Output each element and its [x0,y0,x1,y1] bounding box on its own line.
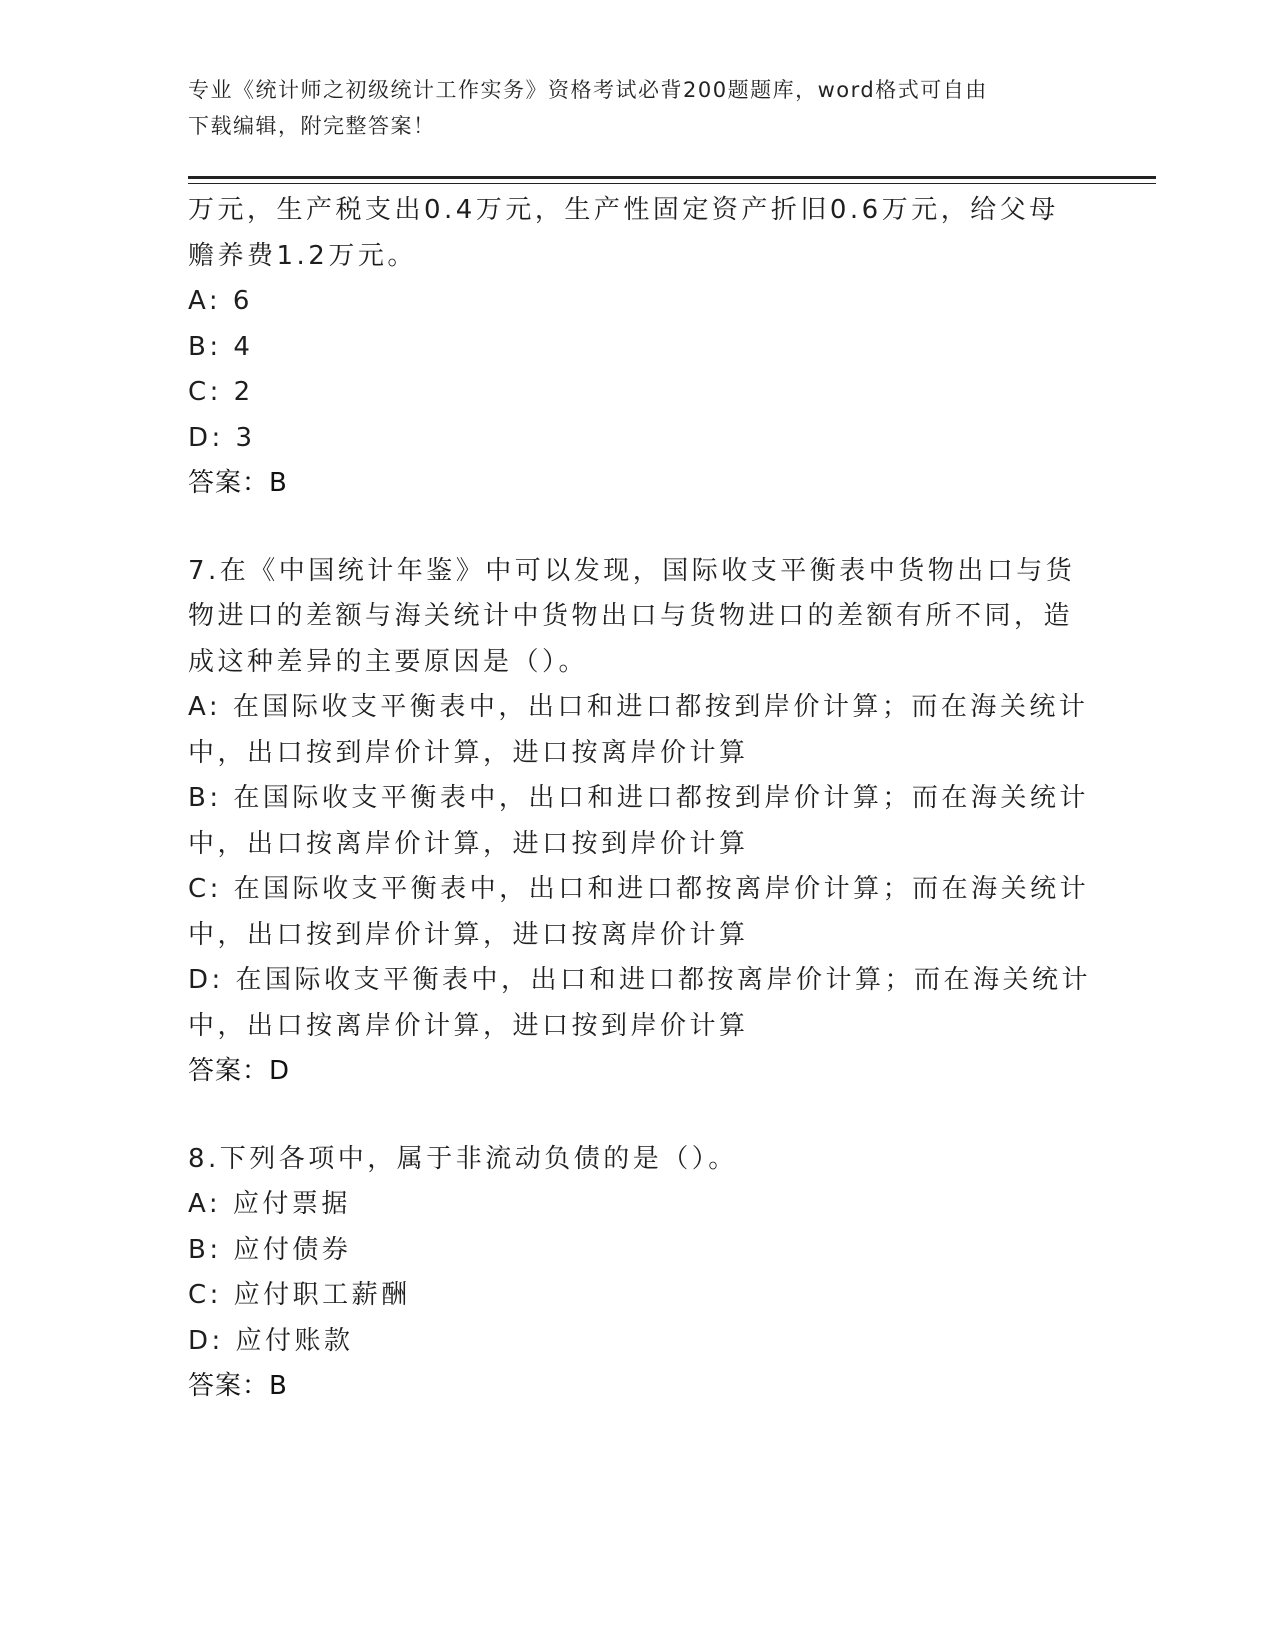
header-divider-thick [188,176,1156,179]
answer-line: 答案：B [188,468,288,498]
question-6-continued [188,188,1088,507]
option-c: C: 在国际收支平衡表中，出口和进口都按离岸价计算；而在海关统计 [188,874,1090,904]
option-a-cont: 中，出口按到岸价计算，进口按离岸价计算 [188,737,749,768]
answer-line: 答案：B [188,1371,288,1401]
option-d-cont: 中，出口按离岸价计算，进口按到岸价计算 [188,1010,749,1041]
answer-line: 答案：D [188,1056,291,1086]
option-c: C: 2 [188,377,254,407]
header-line-1: 专业《统计师之初级统计工作实务》资格考试必背200题题库，word格式可自由 [188,78,988,102]
question-stem-line: 物进口的差额与海关统计中货物出口与货物进口的差额有所不同，造 [188,601,1074,631]
option-a: A: 在国际收支平衡表中，出口和进口都按到岸价计算；而在海关统计 [188,692,1089,722]
option-c-cont: 中，出口按到岸价计算，进口按离岸价计算 [188,919,749,950]
option-b: B: 应付债券 [188,1234,352,1265]
document-header [188,72,1068,144]
header-line-2: 下载编辑，附完整答案！ [188,114,436,138]
question-text-line: 万元，生产税支出0.4万元，生产性固定资产折旧0.6万元，给父母 [188,195,1059,225]
question-text-line: 赡养费1.2万元。 [188,240,417,271]
header-divider-thin [188,183,1156,184]
question-7 [188,549,1092,1095]
option-d: D: 应付账款 [188,1325,354,1356]
option-d: D: 3 [188,422,256,453]
question-stem-line: 成这种差异的主要原因是（）。 [188,646,589,677]
option-c: C: 应付职工薪酬 [188,1280,411,1310]
option-a: A: 6 [188,286,253,316]
option-a: A: 应付票据 [188,1189,351,1219]
option-b: B: 4 [188,331,254,362]
option-d: D: 在国际收支平衡表中，出口和进口都按离岸价计算；而在海关统计 [188,965,1092,995]
option-b: B: 在国际收支平衡表中，出口和进口都按到岸价计算；而在海关统计 [188,783,1089,813]
question-stem-line: 8.下列各项中，属于非流动负债的是（）。 [188,1143,738,1174]
question-stem-line: 7.在《中国统计年鉴》中可以发现，国际收支平衡表中货物出口与货 [188,555,1076,586]
document-body [188,188,1092,1410]
option-b-cont: 中，出口按离岸价计算，进口按到岸价计算 [188,828,749,859]
question-8 [188,1137,1088,1410]
